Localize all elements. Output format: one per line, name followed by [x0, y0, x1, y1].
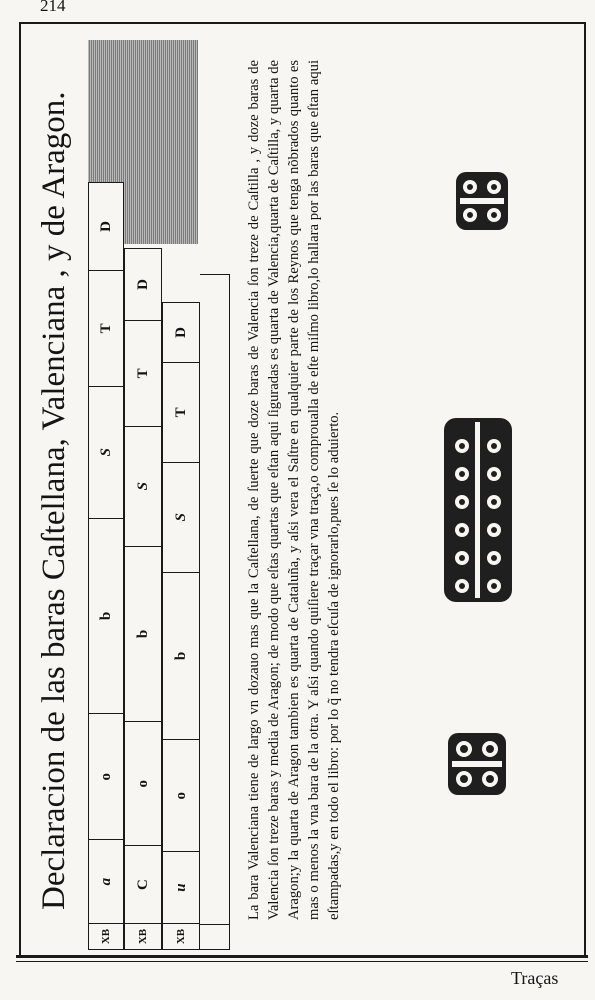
- bar-label: XB: [163, 923, 199, 949]
- page-title: Declaracion de las baras Caſtellana, Valenciana , y de Aragon.: [36, 91, 72, 910]
- ornament-left-icon: [448, 733, 506, 795]
- frame-bottom-rule-thin: [16, 961, 588, 962]
- bar-label: T: [163, 362, 199, 462]
- bar-label: XB: [89, 923, 123, 949]
- bar-label: b: [89, 518, 123, 714]
- rotated-page-content: [26, 40, 574, 950]
- bar-label: S: [89, 386, 123, 518]
- bar-aragon: [162, 302, 200, 950]
- bar-label: a: [89, 839, 123, 923]
- explanation-paragraph: La bara Valenciana tiene de largo vn dozauo mas que la Caſtellana, de ſuerte que doze baras de Valencia ſon treze de Caſtilla , y doze baras de Valencia ſon treze baras y media de Aragon; de modo que eſtas quartas que eſtan aqui ſiguradas es quarta de Valencia,quarta de Caſtilla, y quarta de Aragon;y la quarta de Aragon tambien es quarta de Cataluña, y aſsi vera el Saſtre en qualquier parte de los Reynos que tenga nõbrados quanto es mas o menos la vna bara de la otra. Y aſsi quando quiſiere traçar vna traça,o comproualla de eſte miſmo libro,lo hallara por las baras que eſtan aqui eſtampadas,y en todo el libro: por lo q̃ no tendra eſcuſa de ignorarlo,pues ſe lo aduierto.: [246, 60, 342, 920]
- bar-label: S: [163, 462, 199, 572]
- bar-label: b: [125, 546, 161, 722]
- bar-label: S: [125, 426, 161, 546]
- bar-measures-figure: [88, 40, 246, 950]
- frame-right-rule: [584, 22, 586, 958]
- ruler-marker: [200, 924, 230, 950]
- page-number: 214: [40, 0, 66, 15]
- frame-top-rule: [20, 22, 586, 24]
- bar-label: D: [163, 302, 199, 362]
- bar-label: o: [163, 739, 199, 851]
- bar-label: u: [163, 851, 199, 923]
- ornament-right-icon: [456, 172, 508, 230]
- bar-label: T: [89, 270, 123, 386]
- ornament-center-icon: [444, 418, 512, 602]
- catchword: Traças: [511, 968, 559, 988]
- bar-valenciana: [88, 182, 124, 950]
- bar-label: D: [89, 182, 123, 270]
- bar-castellana: [124, 248, 162, 950]
- bar-label: o: [125, 721, 161, 845]
- bar-label: o: [89, 713, 123, 839]
- frame-left-rule: [19, 22, 21, 958]
- bar-label: C: [125, 845, 161, 923]
- bar-label: T: [125, 320, 161, 426]
- frame-bottom-rule: [16, 955, 588, 958]
- bar-label: D: [125, 248, 161, 320]
- bar-label: XB: [125, 923, 161, 949]
- ruler-strip: [200, 274, 230, 950]
- bar-label: b: [163, 572, 199, 740]
